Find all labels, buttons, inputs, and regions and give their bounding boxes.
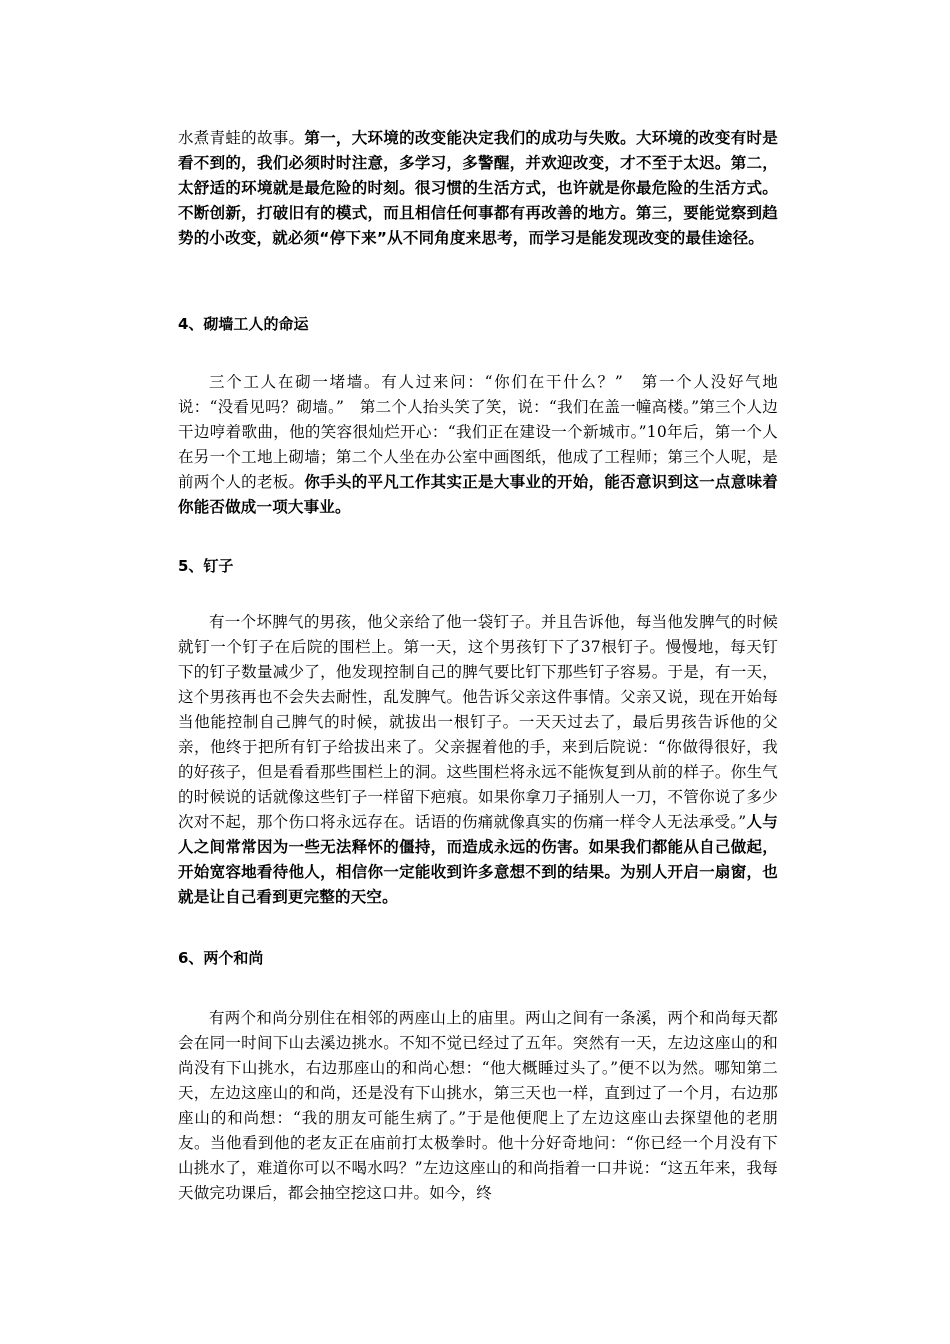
section-4-title: 4、砌墙工人的命运 xyxy=(178,315,309,333)
section-4-lesson: 你手头的平凡工作其实正是大事业的开始，能否意识到这一点意味着你能否做成一项大事业。 xyxy=(178,473,778,516)
section-5-paragraph xyxy=(178,610,778,910)
section-4-story: 三个工人在砌一堵墙。有人过来问：“你们在干什么？” 第一个人没好气地说：“没看见吗？砌墙。” 第二个人抬头笑了笑，说：“我们在盖一幢高楼。”第三个人边干边哼着歌曲，他的笑容很灿烂开心：“我们正在建设一个新城市。”10年后，第一个人在另一个工地上砌墙；第二个人坐在办公室中画图纸，他成了工程师；第三个人呢，是前两个人的老板。 xyxy=(178,373,778,491)
section-6-story: 有两个和尚分别住在相邻的两座山上的庙里。两山之间有一条溪，两个和尚每天都会在同一时间下山去溪边挑水。不知不觉已经过了五年。突然有一天，左边这座山的和尚没有下山挑水，右边那座山的和尚心想：“他大概睡过头了。”便不以为然。哪知第二天，左边这座山的和尚，还是没有下山挑水，第三天也一样，直到过了一个月，右边那座山的和尚想：“我的朋友可能生病了。”于是他便爬上了左边这座山去探望他的老朋友。当他看到他的老友正在庙前打太极拳时。他十分好奇地问：“你已经一个月没有下山挑水了，难道你可以不喝水吗？”左边这座山的和尚指着一口井说：“这五年来，我每天做完功课后，都会抽空挖这口井。如今，终 xyxy=(178,1009,778,1202)
intro-lesson: 第一，大环境的改变能决定我们的成功与失败。大环境的改变有时是看不到的，我们必须时时注意，多学习，多警醒，并欢迎改变，才不至于太迟。第二，太舒适的环境就是最危险的时刻。很习惯的生活方式，也许就是你最危险的生活方式。不断创新，打破旧有的模式，而且相信任何事都有再改善的地方。第三，要能觉察到趋势的小改变，就必须“停下来”从不同角度来思考，而学习是能发现改变的最佳途径。 xyxy=(178,129,778,247)
section-5-title: 5、钉子 xyxy=(178,557,234,575)
section-6-title: 6、两个和尚 xyxy=(178,949,264,967)
intro-text: 水煮青蛙的故事。 xyxy=(178,129,305,147)
section-5-lesson: 人与人之间常常因为一些无法释怀的僵持，而造成永远的伤害。如果我们都能从自己做起，开始宽容地看待他人，相信你一定能收到许多意想不到的结果。为别人开启一扇窗，也就是让自己看到更完整的天空。 xyxy=(178,813,778,906)
section-5-story: 有一个坏脾气的男孩，他父亲给了他一袋钉子。并且告诉他，每当他发脾气的时候就钉一个钉子在后院的围栏上。第一天，这个男孩钉下了37根钉子。慢慢地，每天钉下的钉子数量减少了，他发现控制自己的脾气要比钉下那些钉子容易。于是，有一天，这个男孩再也不会失去耐性，乱发脾气。他告诉父亲这件事情。父亲又说，现在开始每当他能控制自己脾气的时候，就拔出一根钉子。一天天过去了，最后男孩告诉他的父亲，他终于把所有钉子给拔出来了。父亲握着他的手，来到后院说：“你做得很好，我的好孩子，但是看看那些围栏上的洞。这些围栏将永远不能恢复到从前的样子。你生气的时候说的话就像这些钉子一样留下疤痕。如果你拿刀子捅别人一刀，不管你说了多少次对不起，那个伤口将永远存在。话语的伤痛就像真实的伤痛一样令人无法承受。” xyxy=(178,613,778,831)
section-4-paragraph xyxy=(178,370,778,520)
intro-paragraph xyxy=(178,126,778,251)
section-6-paragraph xyxy=(178,1006,778,1206)
